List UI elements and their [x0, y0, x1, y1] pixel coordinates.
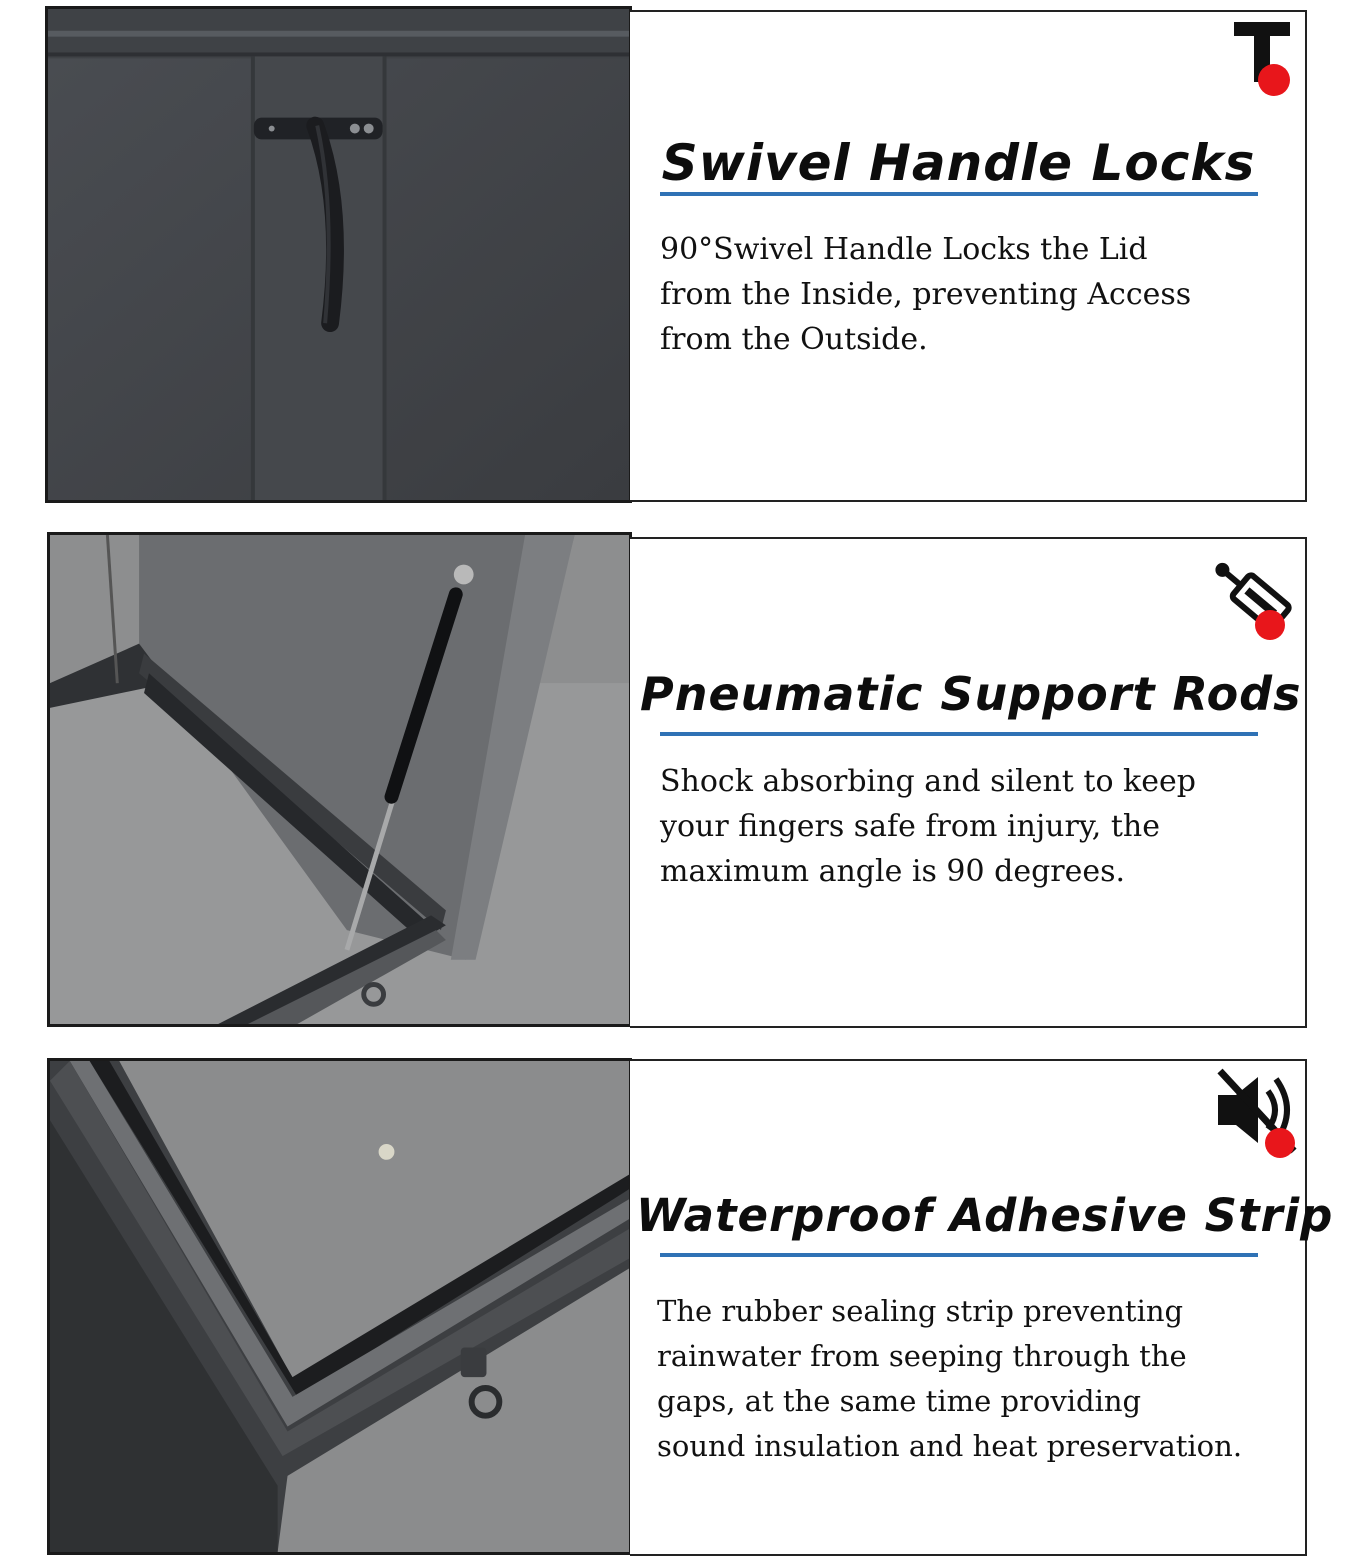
section-title: Waterproof Adhesive Strip [636, 1189, 1334, 1242]
title-underline [660, 192, 1258, 196]
section-description [660, 759, 1290, 894]
section-description [660, 227, 1280, 362]
gas-strut-icon [1200, 543, 1300, 643]
rubber-seal-photo [47, 1058, 632, 1555]
feature-card-pneumatic [630, 537, 1307, 1028]
section-description [657, 1289, 1302, 1469]
description-line: sound insulation and heat preservation. [657, 1429, 1243, 1463]
description-line: from the Outside. [660, 322, 928, 357]
section-title: Swivel Handle Locks [661, 134, 1256, 192]
description-line: rainwater from seeping through the [657, 1339, 1187, 1373]
pneumatic-rod-photo [47, 532, 632, 1027]
description-line: from the Inside, preventing Access [660, 277, 1192, 312]
description-line: gaps, at the same time providing [657, 1384, 1142, 1418]
feature-card-swivel [630, 10, 1307, 502]
section-title: Pneumatic Support Rods [640, 667, 1302, 721]
t-handle-lock-icon [1232, 20, 1296, 100]
muted-speaker-icon [1214, 1065, 1304, 1161]
title-underline [660, 1253, 1258, 1257]
feature-card-waterproof [630, 1059, 1334, 1556]
description-line: Shock absorbing and silent to keep [660, 764, 1196, 799]
swivel-handle-photo [45, 6, 632, 503]
title-underline [660, 732, 1258, 736]
description-line: 90°Swivel Handle Locks the Lid [660, 232, 1148, 267]
description-line: maximum angle is 90 degrees. [660, 854, 1126, 889]
description-line: your fingers safe from injury, the [660, 809, 1160, 844]
description-line: The rubber sealing strip preventing [657, 1294, 1184, 1328]
